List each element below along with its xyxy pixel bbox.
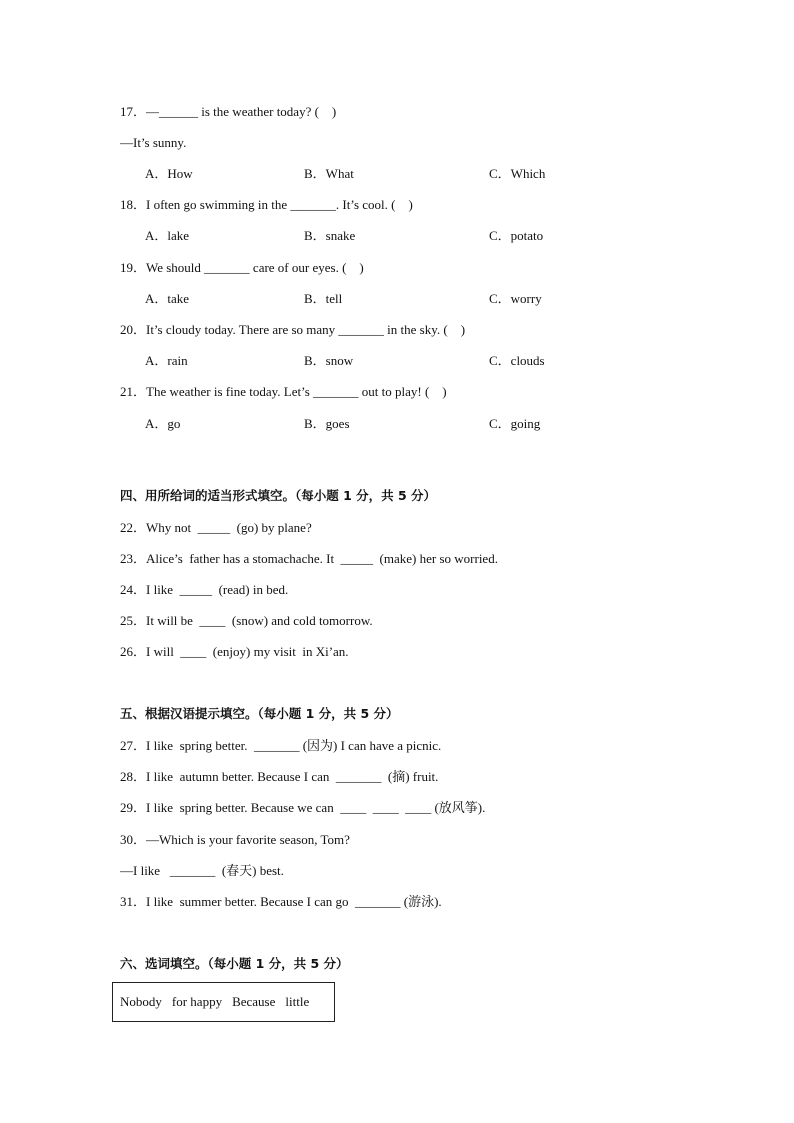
section-4-heading: 四、用所给词的适当形式填空。（每小题 1 分，共 5 分）	[120, 488, 437, 503]
question-19-option-b: B．tell	[304, 291, 343, 306]
question-31: 31．I like summer better. Because I can go _______ (游泳).	[120, 894, 442, 909]
question-19-option-c: C．worry	[489, 291, 542, 306]
question-20-option-a: A．rain	[145, 353, 188, 368]
question-23: 23．Alice’s father has a stomachache. It _____ (make) her so worried.	[120, 551, 498, 566]
word-bank-box	[112, 982, 335, 1022]
question-28: 28．I like autumn better. Because I can _______ (摘) fruit.	[120, 769, 439, 784]
question-17-option-a: A．How	[145, 166, 193, 181]
question-17-stem: 17．—______ is the weather today? ( )	[120, 104, 337, 119]
question-21-option-a: A．go	[145, 416, 181, 431]
question-18-option-b: B．snake	[304, 228, 356, 243]
question-26: 26．I will ____ (enjoy) my visit in Xi’an.	[120, 644, 349, 659]
question-24: 24．I like _____ (read) in bed.	[120, 582, 289, 597]
question-17-answer: —It’s sunny.	[120, 135, 187, 150]
question-20-option-b: B．snow	[304, 353, 354, 368]
question-21-option-c: C．going	[489, 416, 541, 431]
question-30-answer: —I like _______ (春天) best.	[120, 863, 284, 878]
question-20-option-c: C．clouds	[489, 353, 545, 368]
question-18-option-c: C．potato	[489, 228, 544, 243]
question-20-stem: 20．It’s cloudy today. There are so many _______ in the sky. ( )	[120, 322, 466, 337]
word-bank-word: Nobody	[120, 994, 162, 1009]
question-21-stem: 21．The weather is fine today. Let’s _______ out to play! ( )	[120, 384, 447, 399]
question-21-option-b: B．goes	[304, 416, 350, 431]
word-bank-word: little	[285, 994, 310, 1009]
question-27: 27．I like spring better. _______ (因为) I can have a picnic.	[120, 738, 442, 753]
question-30-stem: 30．—Which is your favorite season, Tom?	[120, 832, 350, 847]
section-5-heading: 五、根据汉语提示填空。（每小题 1 分，共 5 分）	[120, 706, 399, 721]
question-17-option-b: B．What	[304, 166, 354, 181]
question-18-stem: 18．I often go swimming in the _______. It’s cool. ( )	[120, 197, 413, 212]
question-29: 29．I like spring better. Because we can ____ ____ ____ (放风筝).	[120, 800, 486, 815]
question-18-option-a: A．lake	[145, 228, 190, 243]
question-19-option-a: A．take	[145, 291, 190, 306]
question-19-stem: 19．We should _______ care of our eyes. ( )	[120, 260, 364, 275]
word-bank-word: Because	[232, 994, 276, 1009]
question-22: 22．Why not _____ (go) by plane?	[120, 520, 312, 535]
question-17-option-c: C．Which	[489, 166, 546, 181]
section-6-heading: 六、选词填空。（每小题 1 分，共 5 分）	[120, 956, 349, 971]
question-25: 25．It will be ____ (snow) and cold tomorrow.	[120, 613, 373, 628]
word-bank-word: for happy	[171, 994, 223, 1009]
